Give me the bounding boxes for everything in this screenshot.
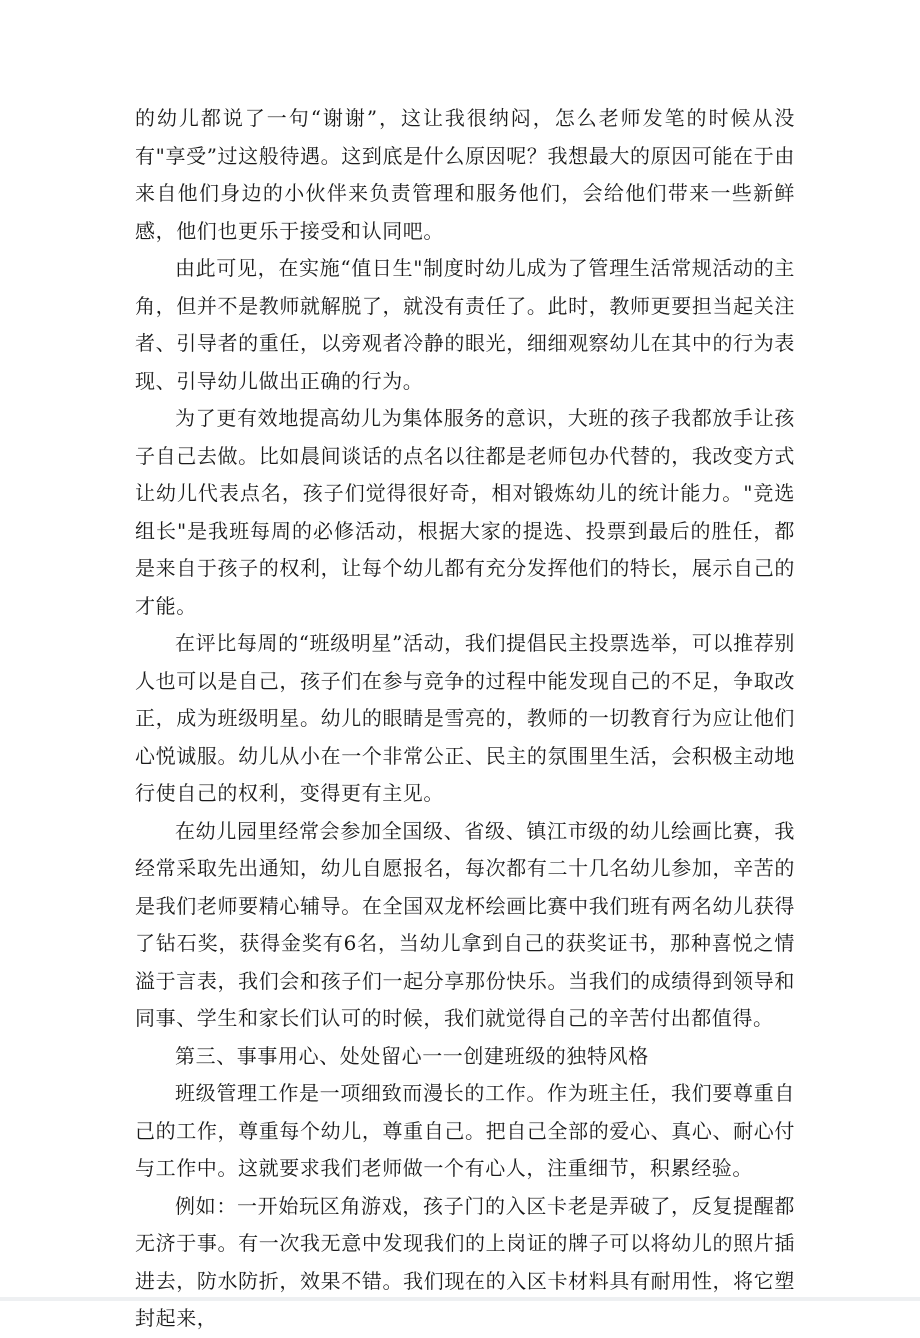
paragraph-continuation: 的幼儿都说了一句“谢谢”，这让我很纳闷，怎么老师发笔的时候从没有"享受”过这般待遇。这到底是什么原因呢？我想最大的原因可能在于由来自他们身边的小伙伴来负责管理和服务他们，会给他们带来一些新鲜感，他们也更乐于接受和认同吧。 — [135, 106, 795, 243]
paragraph-duty-system: 由此可见，在实施“值日生"制度时幼儿成为了管理生活常规活动的主角，但并不是教师就解脱了，就没有责任了。此时，教师更要担当起关注者、引导者的重任，以旁观者冷静的眼光，细细观察幼儿在其中的行为表现、引导幼儿做出正确的行为。 — [135, 256, 795, 393]
paragraph-class-star: 在评比每周的“班级明星”活动，我们提倡民主投票选举，可以推荐别人也可以是自己，孩子们在参与竞争的过程中能发现自己的不足，争取改正，成为班级明星。幼儿的眼睛是雪亮的，教师的一切教育行为应让他们心悦诚服。幼儿从小在一个非常公正、民主的氛围里生活，会积极主动地行使自己的权利，变得更有主见。 — [135, 631, 795, 805]
paragraph-example-area-card: 例如：一开始玩区角游戏，孩子门的入区卡老是弄破了，反复提醒都无济于事。有一次我无意中发现我们的上岗证的牌子可以将幼儿的照片插进去，防水防折，效果不错。我们现在的入区卡材料具有耐用性，将它塑封起来， — [135, 1193, 795, 1330]
page-bottom-divider — [0, 1297, 920, 1301]
section-heading-three: 第三、事事用心、处处留心一一创建班级的独特风格 — [175, 1043, 649, 1068]
paragraph-drawing-contest: 在幼儿园里经常会参加全国级、省级、镇江市级的幼儿绘画比赛，我经常采取先出通知，幼儿自愿报名，每次都有二十几名幼儿参加，辛苦的是我们老师要精心辅导。在全国双龙杯绘画比赛中我们班有两名幼儿获得了钻石奖，获得金奖有6名，当幼儿拿到自己的获奖证书，那种喜悦之情溢于言表，我们会和孩子们一起分享那份快乐。当我们的成绩得到领导和同事、学生和家长们认可的时候，我们就觉得自己的辛苦付出都值得。 — [135, 818, 795, 1030]
paragraph-class-management: 班级管理工作是一项细致而漫长的工作。作为班主任，我们要尊重自己的工作，尊重每个幼儿，尊重自己。把自己全部的爱心、真心、耐心付与工作中。这就要求我们老师做一个有心人，注重细节，积累经验。 — [135, 1081, 795, 1180]
paragraph-self-service: 为了更有效地提高幼儿为集体服务的意识，大班的孩子我都放手让孩子自己去做。比如晨间谈话的点名以往都是老师包办代替的，我改变方式让幼儿代表点名，孩子们觉得很好奇，相对锻炼幼儿的统计能力。"竞选组长"是我班每周的必修活动，根据大家的提选、投票到最后的胜任，都是来自于孩子的权利，让每个幼儿都有充分发挥他们的特长，展示自己的才能。 — [135, 406, 795, 618]
document-body — [135, 100, 795, 1338]
